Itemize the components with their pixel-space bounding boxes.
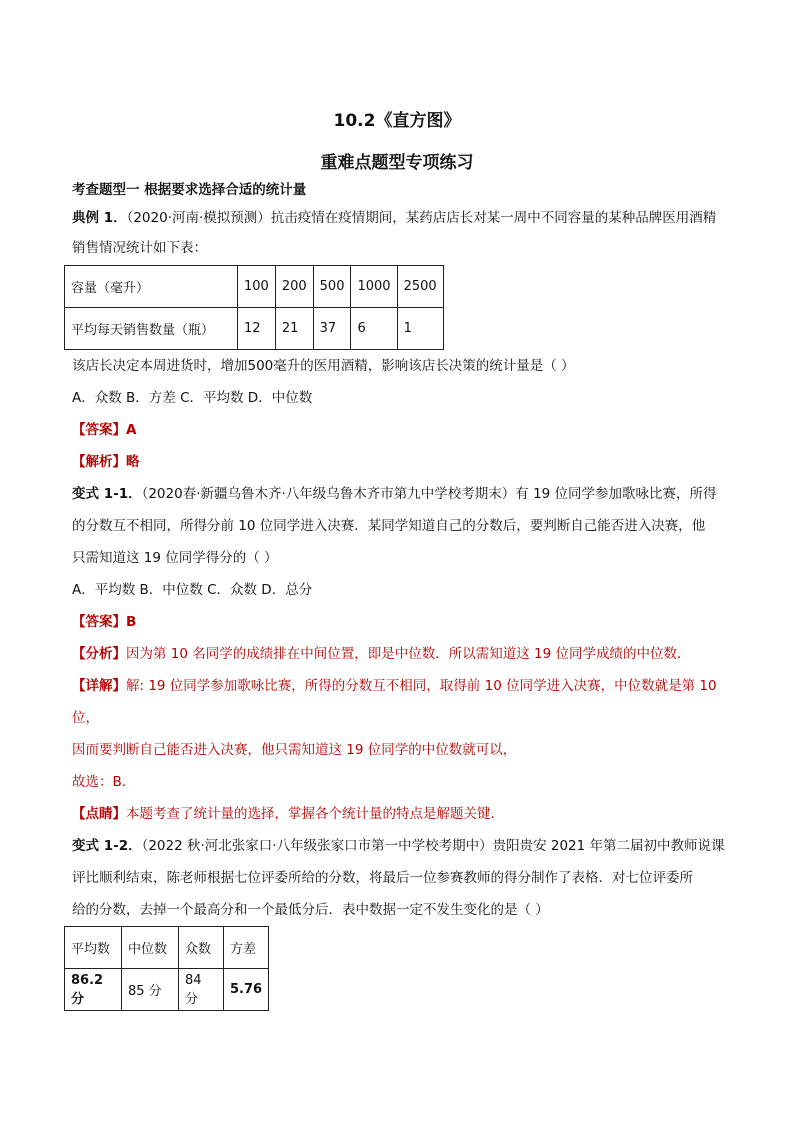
variant12-line2: 评比顺利结束，陈老师根据七位评委所给的分数，将最后一位参赛教师的得分制作了表格．对七位评委所: [72, 870, 693, 886]
variant11-xiangjie: [72, 676, 724, 696]
table-cell: 37: [313, 308, 351, 350]
variant12-line1: [72, 836, 724, 856]
answer-tag: 【答案】: [72, 422, 126, 438]
fenxi-text: 因为第 10 名同学的成绩排在中间位置，即是中位数．所以需知道这 19 位同学成绩的中位数．: [126, 646, 691, 662]
example1-text: （2020·河南·模拟预测）抗击疫情在疫情期间，某药店店长对某一周中不同容量的某种品牌医用酒精: [126, 210, 717, 226]
score-table: [64, 926, 269, 1011]
xiangjie-line4: 故选：B．: [72, 774, 136, 790]
table-row: [65, 266, 444, 308]
answer-value: A: [126, 422, 137, 438]
table-cell: 5.76: [224, 969, 269, 1011]
table-cell: 2500: [397, 266, 443, 308]
table-cell: 6: [351, 308, 397, 350]
variant11-text: （2020春·新疆乌鲁木齐·八年级乌鲁木齐市第九中学校考期末）有 19 位同学参加歌咏比赛，所得: [141, 486, 717, 502]
table-cell: 85 分: [122, 969, 179, 1011]
table-row: [65, 969, 269, 1011]
variant11-line3: 只需知道这 19 位同学得分的（ ）: [72, 550, 278, 566]
example1-line1: [72, 208, 724, 228]
variant12-line3: 给的分数，去掉一个最高分和一个最低分后．表中数据一定不发生变化的是（ ）: [72, 902, 549, 918]
table-cell: 平均每天销售数量（瓶）: [65, 308, 238, 350]
answer-value: B: [126, 614, 137, 630]
sales-table: [64, 265, 444, 350]
table-cell: 100: [238, 266, 276, 308]
analysis-tag: 【解析】: [72, 454, 126, 470]
xiangjie-text: 解: 19 位同学参加歌咏比赛，所得的分数互不相同，取得前 10 位同学进入决赛，中位数就是第 10: [126, 678, 717, 694]
variant11-label: 变式 1-1．: [72, 486, 142, 502]
table-cell: 容量（毫升）: [65, 266, 238, 308]
dianjing-text: 本题考查了统计量的选择，掌握各个统计量的特点是解题关键．: [126, 806, 504, 822]
table-cell: 84 分: [179, 969, 224, 1011]
analysis-value: 略: [126, 454, 140, 470]
dianjing-tag: 【点睛】: [72, 806, 126, 822]
variant11-fenxi: [72, 644, 724, 664]
xiangjie-line2: 位，: [72, 710, 99, 726]
table-cell: 1000: [351, 266, 397, 308]
example1-analysis: [72, 452, 724, 472]
page-subtitle: 重难点题型专项练习: [320, 153, 474, 173]
page-title: 10.2《直方图》: [333, 111, 461, 131]
variant11-answer: [72, 612, 724, 632]
example1-label: 典例 1．: [72, 210, 127, 226]
table-cell: 中位数: [122, 927, 179, 969]
table-cell: 86.2 分: [65, 969, 122, 1011]
variant12-text: （2022 秋·河北张家口·八年级张家口市第一中学校考期中）贵阳贵安 2021 年第二届初中教师说课: [141, 838, 725, 854]
example1-answer: [72, 420, 724, 440]
table-cell: 21: [275, 308, 313, 350]
variant11-options: A．平均数 B．中位数 C．众数 D．总分: [72, 582, 313, 598]
table-cell: 12: [238, 308, 276, 350]
variant12-label: 变式 1-2．: [72, 838, 142, 854]
variant11-dianjing: [72, 804, 724, 824]
example1-options: A．众数 B．方差 C．平均数 D．中位数: [72, 390, 313, 406]
answer-tag: 【答案】: [72, 614, 126, 630]
table-row: [65, 927, 269, 969]
section-heading: 考查题型一 根据要求选择合适的统计量: [72, 182, 307, 198]
table-cell: 平均数: [65, 927, 122, 969]
table-row: [65, 308, 444, 350]
table-cell: 众数: [179, 927, 224, 969]
example1-question: 该店长决定本周进货时，增加500毫升的医用酒精，影响该店长决策的统计量是（ ）: [72, 358, 575, 374]
table-cell: 方差: [224, 927, 269, 969]
variant11-line2: 的分数互不相同，所得分前 10 位同学进入决赛．某同学知道自己的分数后，要判断自己能否进入决赛，他: [72, 518, 706, 534]
fenxi-tag: 【分析】: [72, 646, 126, 662]
variant11-line1: [72, 484, 724, 504]
table-cell: 500: [313, 266, 351, 308]
table-cell: 200: [275, 266, 313, 308]
xiangjie-tag: 【详解】: [72, 678, 126, 694]
xiangjie-line3: 因而要判断自己能否进入决赛，他只需知道这 19 位同学的中位数就可以，: [72, 742, 517, 758]
example1-line2: 销售情况统计如下表：: [72, 240, 207, 256]
table-cell: 1: [397, 308, 443, 350]
